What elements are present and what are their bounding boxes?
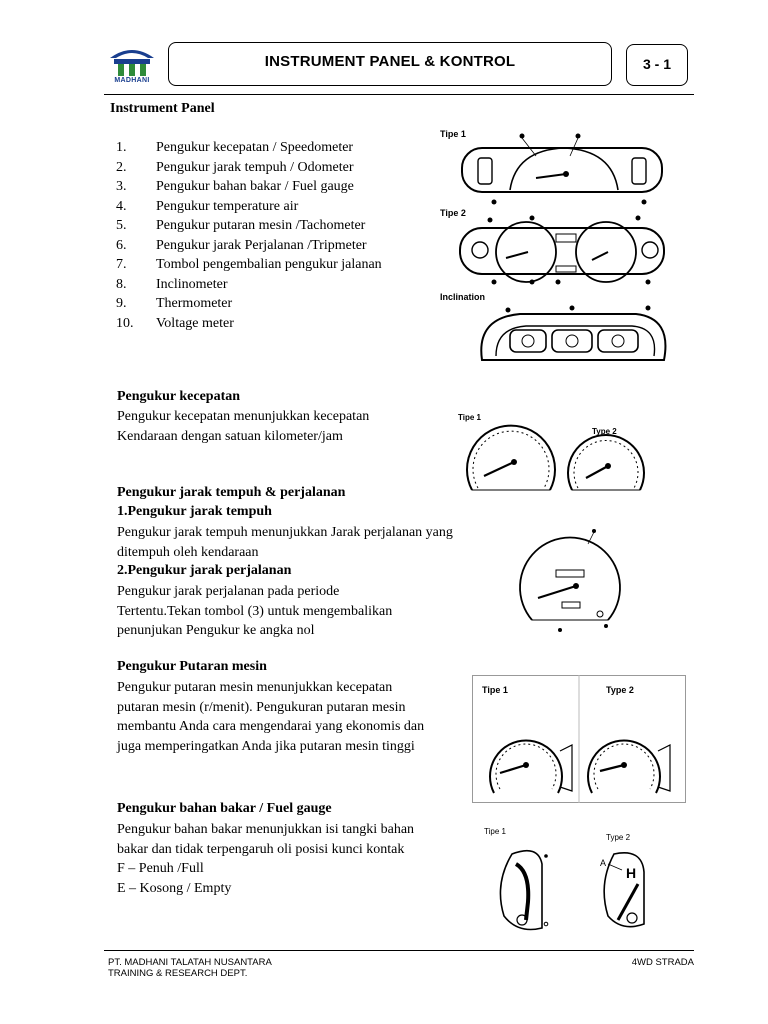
list-item-text: Pengukur putaran mesin /Tachometer xyxy=(156,218,366,233)
list-item-text: Tombol pengembalian pengukur jalanan xyxy=(156,257,382,272)
list-item xyxy=(116,294,426,314)
paragraph-line: Kendaraan dengan satuan kilometer/jam xyxy=(117,428,343,444)
footer-company: PT. MADHANI TALATAH NUSANTARA xyxy=(108,957,272,968)
list-item xyxy=(116,275,426,295)
title-box xyxy=(168,42,612,86)
figure-label-type2: Type 2 xyxy=(592,427,617,436)
paragraph-line: membantu Anda cara mengendarai yang ekonomis dan xyxy=(117,719,425,735)
list-item-text: Thermometer xyxy=(156,296,233,311)
list-item xyxy=(116,177,426,197)
list-item-text: Pengukur temperature air xyxy=(156,198,299,214)
list-item-number: 10. xyxy=(116,315,134,331)
odometer-figure xyxy=(512,526,624,636)
paragraph-line: Pengukur jarak tempuh menunjukkan Jarak perjalanan yang xyxy=(117,525,453,540)
list-item xyxy=(116,236,426,256)
tripmeter-subheading: 2.Pengukur jarak perjalanan xyxy=(117,563,292,578)
paragraph-line: F – Penuh /Full xyxy=(117,861,204,877)
figure-label-tipe2: Tipe 2 xyxy=(440,208,466,218)
list-item-number: 6. xyxy=(116,237,127,253)
paragraph-line: putaran mesin (r/menit). Pengukuran putaran mesin xyxy=(117,699,406,715)
figure-label-type2: Type 2 xyxy=(606,685,634,695)
list-item xyxy=(116,197,426,217)
svg-text:H: H xyxy=(626,865,637,881)
speedometer-text xyxy=(117,407,437,446)
page-number: 3 - 1 xyxy=(642,56,671,72)
paragraph-line: penunjukan Pengukur ke angka nol xyxy=(117,623,315,639)
footer-department: TRAINING & RESEARCH DEPT. xyxy=(108,968,248,979)
svg-text:A: A xyxy=(600,858,607,868)
instrument-panel-heading: Instrument Panel xyxy=(110,101,215,116)
odometer-text xyxy=(117,523,497,562)
instrument-list xyxy=(116,138,426,333)
speedometer-heading: Pengukur kecepatan xyxy=(117,389,241,404)
figure-label-tipe1: Tipe 1 xyxy=(482,685,508,695)
list-item xyxy=(116,255,426,275)
list-item-number: 4. xyxy=(116,198,127,214)
figure-label-inclination: Inclination xyxy=(440,292,485,302)
list-item xyxy=(116,314,426,334)
list-item-number: 5. xyxy=(116,218,127,233)
madhani-logo-icon xyxy=(104,44,160,78)
madhani-logo xyxy=(104,44,160,90)
page-title: INSTRUMENT PANEL & KONTROL xyxy=(264,53,516,70)
list-item-text: Pengukur kecepatan / Speedometer xyxy=(156,140,354,155)
list-item-text: Pengukur jarak Perjalanan /Tripmeter xyxy=(156,237,367,253)
paragraph-line: ditempuh oleh kendaraan xyxy=(117,544,259,560)
paragraph-line: Pengukur kecepatan menunjukkan kecepatan xyxy=(117,409,370,424)
tachometer-heading: Pengukur Putaran mesin xyxy=(117,659,267,674)
tachometer-figure xyxy=(472,675,686,803)
paragraph-line: Tertentu.Tekan tombol (3) untuk mengembalikan xyxy=(117,603,393,619)
paragraph-line: bakar dan tidak terpengaruh oli posisi kunci kontak xyxy=(117,841,405,857)
list-item-text: Voltage meter xyxy=(156,315,234,331)
figure-label-tipe1: Tipe 1 xyxy=(484,827,506,836)
paragraph-line: Pengukur jarak perjalanan pada periode xyxy=(117,584,340,599)
list-item-number: 7. xyxy=(116,257,127,272)
fuel-heading: Pengukur bahan bakar / Fuel gauge xyxy=(117,801,332,816)
paragraph-line: juga memperingatkan Anda jika putaran mesin tinggi xyxy=(117,738,415,754)
footer-divider xyxy=(104,950,694,951)
list-item-text: Pengukur bahan bakar / Fuel gauge xyxy=(156,179,354,194)
list-item xyxy=(116,216,426,236)
logo-text: MADHANI xyxy=(114,77,150,84)
paragraph-line: Pengukur putaran mesin menunjukkan kecepatan xyxy=(117,680,393,695)
list-item-number: 2. xyxy=(116,159,127,175)
fuel-text xyxy=(117,820,457,898)
tachometer-text xyxy=(117,678,457,756)
footer-model: 4WD STRADA xyxy=(631,957,694,968)
header-divider xyxy=(104,94,694,95)
fuel-gauge-figure xyxy=(478,824,668,936)
instrument-panel-figure xyxy=(436,128,668,370)
page-number-box xyxy=(626,44,688,86)
paragraph-line: E – Kosong / Empty xyxy=(117,880,232,896)
list-item-text: Inclinometer xyxy=(156,276,228,292)
list-item-number: 9. xyxy=(116,296,127,311)
list-item xyxy=(116,158,426,178)
list-item-number: 3. xyxy=(116,179,127,194)
list-item-number: 1. xyxy=(116,140,127,155)
tripmeter-text xyxy=(117,582,497,641)
list-item-text: Pengukur jarak tempuh / Odometer xyxy=(156,159,354,175)
figure-label-type2: Type 2 xyxy=(606,833,631,842)
paragraph-line: Pengukur bahan bakar menunjukkan isi tangki bahan xyxy=(117,822,415,837)
figure-label-tipe1: Tipe 1 xyxy=(458,413,481,422)
list-item-number: 8. xyxy=(116,276,127,292)
distance-heading: Pengukur jarak tempuh & perjalanan xyxy=(117,485,346,500)
list-item xyxy=(116,138,426,158)
odometer-subheading: 1.Pengukur jarak tempuh xyxy=(117,504,272,519)
figure-label-tipe1: Tipe 1 xyxy=(440,129,466,139)
speedometer-figure xyxy=(454,410,666,496)
